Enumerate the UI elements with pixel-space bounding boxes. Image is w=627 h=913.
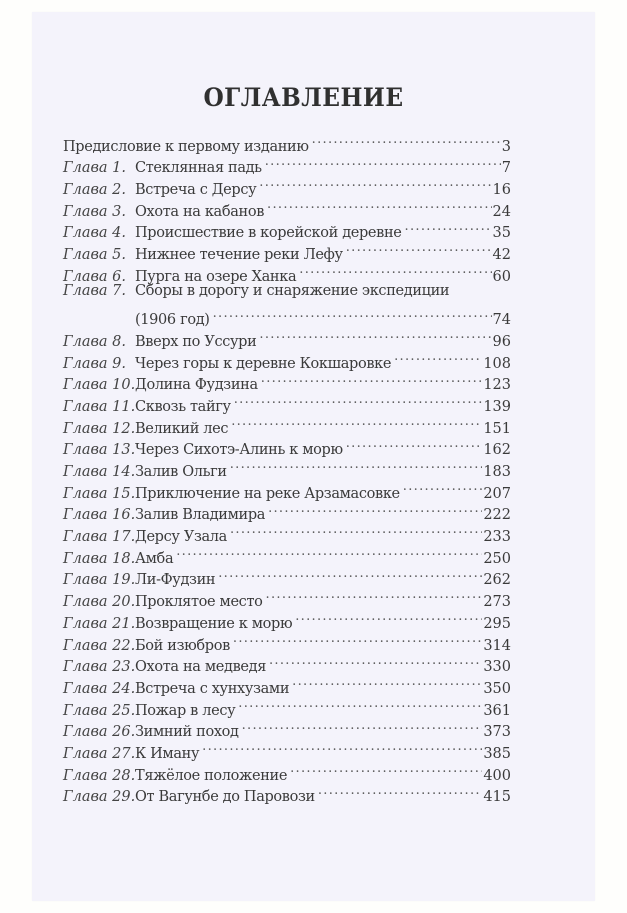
toc-entry-title: Проклятое место <box>135 594 263 611</box>
dot-leader <box>403 216 492 238</box>
toc-entry-title: Залив Владимира <box>135 507 266 524</box>
chapter-label: Глава 15. <box>63 485 136 502</box>
dot-leader <box>392 346 482 368</box>
dot-leader <box>344 433 483 455</box>
toc-page-number: 183 <box>483 464 511 480</box>
toc-page-number: 74 <box>492 312 511 329</box>
dot-leader <box>297 259 491 281</box>
chapter-label: Глава 4. <box>63 225 127 242</box>
toc-entry-title: Через Сихотэ-Алинь к морю <box>135 442 343 459</box>
toc-page-number: 262 <box>483 572 511 589</box>
toc-page-number: 139 <box>483 398 511 415</box>
toc-entry-title: Встреча с хунхузами <box>135 680 290 697</box>
chapter-label: Глава 2. <box>63 182 127 199</box>
toc-page-number: 60 <box>492 268 511 285</box>
toc-entry-title: Встреча с Дерсу <box>135 182 257 199</box>
dot-leader <box>257 172 491 194</box>
chapter-label: Глава 5. <box>63 247 127 264</box>
toc-page-number: 123 <box>483 377 511 394</box>
chapter-label: Глава 27. <box>63 745 136 762</box>
chapter-label: Глава 11. <box>63 398 136 415</box>
toc-page-number: 16 <box>492 182 511 199</box>
toc-entry-title: Амба <box>135 550 174 567</box>
toc-entry-title: Охота на медведя <box>135 659 266 676</box>
dot-leader <box>216 563 482 585</box>
chapter-label: Глава 22. <box>63 637 136 654</box>
toc-page-number: 415 <box>483 789 511 806</box>
chapter-label: Глава 8. <box>63 333 127 350</box>
dot-leader <box>232 389 483 411</box>
dot-leader <box>259 368 483 390</box>
toc-entry-title: Предисловие к первому изданию <box>63 138 309 155</box>
toc-entry-title: Бой изюбров <box>135 637 230 654</box>
toc-entry-title: Через горы к деревне Кокшаровке <box>135 355 392 372</box>
chapter-list <box>63 151 511 806</box>
dot-leader <box>257 324 491 346</box>
toc-entry-title: Тяжёлое положение <box>135 767 288 784</box>
dot-leader <box>263 151 501 173</box>
dot-leader <box>228 519 482 541</box>
toc-entry-title: Приключение на реке Арзамасовке <box>135 485 400 502</box>
toc-page-number: 151 <box>483 420 511 437</box>
toc-page-number: 385 <box>483 745 511 762</box>
toc-entry-title: Пурга на озере Ханка <box>135 268 297 285</box>
chapter-label: Глава 19. <box>63 572 136 589</box>
chapter-label: Глава 26. <box>63 724 136 741</box>
page-title: ОГЛАВЛЕНИЕ <box>203 83 404 112</box>
toc-page-number: 330 <box>483 659 511 676</box>
toc-page-number: 222 <box>483 507 511 524</box>
table-of-contents <box>63 129 511 806</box>
toc-page-number: 295 <box>483 615 511 632</box>
book-page <box>32 12 595 901</box>
toc-entry-title: Залив Ольги <box>135 464 227 480</box>
toc-page-number: 24 <box>492 203 511 220</box>
chapter-label: Глава 6. <box>63 268 127 285</box>
dot-leader <box>266 498 482 520</box>
toc-entry-title: Ли-Фудзин <box>135 572 216 589</box>
toc-entry-title: Стеклянная падь <box>135 160 262 177</box>
dot-leader <box>344 237 492 259</box>
toc-entry-title: Происшествие в корейской деревне <box>135 225 402 242</box>
dot-leader <box>200 736 482 758</box>
toc-entry-title: От Вагунбе до Паровози <box>135 789 315 806</box>
chapter-label: Глава 17. <box>63 529 136 546</box>
toc-entry-title: К Иману <box>135 745 200 762</box>
toc-page-number: 373 <box>483 724 511 741</box>
toc-entry-title: Зимний поход <box>135 724 239 741</box>
chapter-label: Глава 23. <box>63 659 136 676</box>
chapter-label: Глава 21. <box>63 615 136 632</box>
chapter-label: Глава 10. <box>63 377 136 394</box>
toc-entry-preface <box>63 129 511 155</box>
chapter-label: Глава 1. <box>63 160 127 177</box>
dot-leader <box>288 758 482 780</box>
toc-entry-chapter <box>63 324 511 350</box>
toc-page-number: 233 <box>483 529 511 546</box>
toc-entry-title: Охота на кабанов <box>135 203 265 220</box>
toc-page-number: 207 <box>483 485 511 502</box>
chapter-label: Глава 13. <box>63 442 136 459</box>
chapter-label: Глава 20. <box>63 594 136 611</box>
chapter-label: Глава 24. <box>63 680 136 697</box>
toc-page-number: 35 <box>492 225 511 242</box>
chapter-label: Глава 29. <box>63 789 136 806</box>
toc-page-number: 350 <box>483 680 511 697</box>
dot-leader <box>174 541 482 563</box>
toc-page-number: 108 <box>483 355 511 372</box>
dot-leader <box>290 671 482 693</box>
toc-entry-title: Нижнее течение реки Лефу <box>135 247 343 264</box>
toc-entry-title: Долина Фудзина <box>135 377 258 394</box>
dot-leader <box>229 411 482 433</box>
toc-entry-title: Вверх по Уссури <box>135 333 257 350</box>
toc-entry-title: Сборы в дорогу и снаряжение экспедиции <box>135 282 450 299</box>
dot-leader <box>310 129 501 151</box>
dot-leader <box>264 584 483 606</box>
toc-page-number: 96 <box>492 333 511 350</box>
chapter-label: Глава 12. <box>63 420 136 437</box>
chapter-label: Глава 7. <box>63 282 127 299</box>
toc-entry-title: Дерсу Узала <box>135 529 227 546</box>
chapter-label: Глава 25. <box>63 702 136 719</box>
toc-entry-title-continued: (1906 год) <box>135 312 210 329</box>
toc-page-number: 42 <box>492 247 511 264</box>
dot-leader <box>267 650 482 672</box>
dot-leader <box>316 780 482 802</box>
toc-page-number: 250 <box>483 550 511 567</box>
toc-entry-continuation <box>63 303 511 329</box>
chapter-label: Глава 18. <box>63 550 136 567</box>
dot-leader <box>293 606 482 628</box>
dot-leader <box>401 476 483 498</box>
toc-page-number: 3 <box>501 138 511 155</box>
dot-leader <box>236 693 482 715</box>
chapter-label: Глава 14. <box>63 464 136 480</box>
toc-page-number: 361 <box>483 702 511 719</box>
toc-page-number: 162 <box>483 442 511 459</box>
dot-leader <box>240 715 483 737</box>
chapter-label: Глава 3. <box>63 203 127 220</box>
toc-page-number: 273 <box>483 594 511 611</box>
dot-leader <box>211 303 492 325</box>
toc-entry-title: Возвращение к морю <box>135 615 293 632</box>
toc-page-number: 7 <box>501 160 511 177</box>
dot-leader <box>231 628 482 650</box>
toc-entry-title: Великий лес <box>135 420 229 437</box>
chapter-label: Глава 9. <box>63 355 127 372</box>
toc-entry-title: Сквозь тайгу <box>135 398 231 415</box>
dot-leader <box>228 454 483 476</box>
chapter-label: Глава 28. <box>63 767 136 784</box>
toc-entry-title: Пожар в лесу <box>135 702 236 719</box>
dot-leader <box>265 194 492 216</box>
toc-entry-chapter <box>63 281 511 303</box>
toc-page-number: 314 <box>483 637 511 654</box>
chapter-label: Глава 16. <box>63 507 136 524</box>
toc-page-number: 400 <box>483 767 511 784</box>
